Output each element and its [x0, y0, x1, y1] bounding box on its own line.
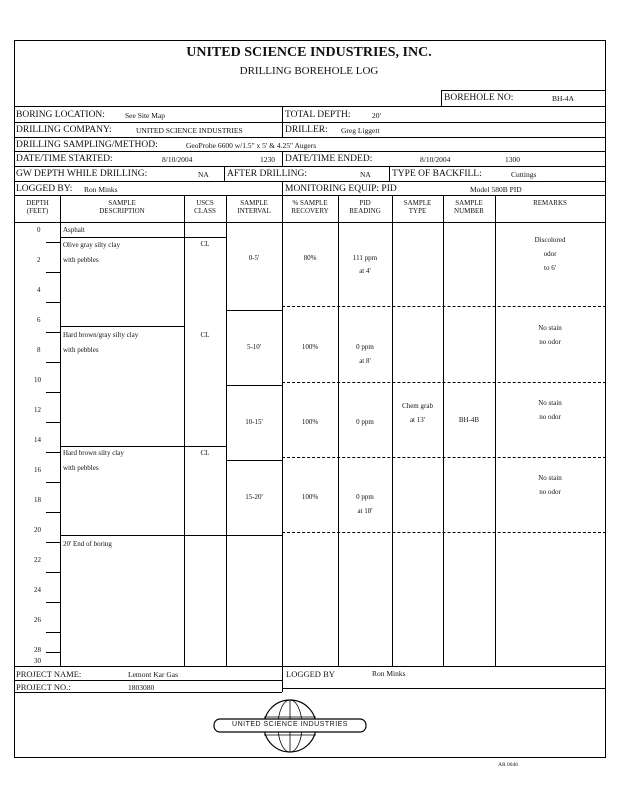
rule	[226, 535, 282, 536]
remarks-line: No stain	[538, 399, 562, 407]
depth-tick: 20	[34, 526, 41, 534]
description-text: with pebbles	[63, 346, 99, 354]
col-description: SAMPLE DESCRIPTION	[99, 199, 145, 215]
col-interval: SAMPLE INTERVAL	[237, 199, 271, 215]
tick-mark	[46, 542, 60, 543]
backfill-label: TYPE OF BACKFILL:	[392, 169, 482, 179]
col-depth: DEPTH (FEET)	[26, 199, 49, 215]
rule	[282, 532, 606, 533]
sample-recovery: 100%	[301, 493, 319, 501]
col-type: SAMPLE TYPE	[403, 199, 432, 215]
form-title: DRILLING BOREHOLE LOG	[239, 65, 379, 77]
uscs-class: CL	[200, 331, 210, 339]
date-ended-label: DATE/TIME ENDED:	[285, 154, 373, 164]
rule	[14, 106, 606, 107]
rule	[184, 237, 226, 238]
project-name-label: PROJECT NAME:	[16, 669, 82, 679]
description-text: with pebbles	[63, 256, 99, 264]
remarks-line: Discolored	[534, 236, 566, 244]
rule	[14, 151, 606, 152]
page-mark: AR 0046	[498, 762, 519, 768]
rule	[226, 310, 282, 311]
rule	[282, 688, 606, 689]
remarks-line: no odor	[539, 488, 561, 496]
depth-tick: 12	[34, 406, 41, 414]
tick-mark	[46, 422, 60, 423]
rule	[14, 122, 606, 123]
logo-text: UNITED SCIENCE INDUSTRIES	[232, 721, 348, 728]
sampling-method-label: DRILLING SAMPLING/METHOD:	[16, 140, 158, 150]
tick-mark	[46, 482, 60, 483]
remarks-line: No stain	[538, 474, 562, 482]
tick-mark	[46, 602, 60, 603]
total-depth-value: 20'	[372, 111, 381, 120]
boring-location-label: BORING LOCATION:	[16, 110, 105, 120]
depth-tick: 10	[34, 376, 41, 384]
pid-reading: 111 ppm	[352, 254, 378, 262]
rule	[392, 195, 393, 666]
rule	[282, 382, 606, 383]
remarks-line: no odor	[539, 413, 561, 421]
col-remarks: REMARKS	[533, 199, 567, 207]
depth-tick: 18	[34, 496, 41, 504]
drilling-company-label: DRILLING COMPANY:	[16, 125, 112, 135]
time-ended-value: 1300	[505, 155, 520, 164]
monitoring-equip-value: Model 580B PID	[470, 185, 522, 194]
project-no-label: PROJECT NO.:	[16, 682, 71, 692]
pid-reading-depth: at 8'	[359, 357, 371, 365]
boring-location-value: See Site Map	[125, 111, 165, 120]
depth-tick: 22	[34, 556, 41, 564]
rule	[14, 222, 606, 223]
total-depth-label: TOTAL DEPTH:	[285, 110, 351, 120]
date-started-value: 8/10/2004	[162, 155, 193, 164]
rule	[60, 446, 226, 447]
pid-reading-depth: at 18'	[357, 507, 373, 515]
rule	[282, 457, 606, 458]
pid-reading: 0 ppm	[356, 343, 374, 351]
backfill-value: Cuttings	[511, 170, 537, 179]
sample-recovery: 80%	[303, 254, 317, 262]
sample-type-depth: at 13'	[409, 416, 426, 424]
tick-mark	[46, 632, 60, 633]
company-name: UNITED SCIENCE INDUSTRIES, INC.	[186, 45, 432, 60]
pid-reading-depth: at 4'	[359, 267, 371, 275]
rule	[60, 237, 184, 238]
depth-tick: 26	[34, 616, 41, 624]
borehole-value: BH-4A	[552, 94, 575, 103]
rule	[14, 181, 606, 182]
rule	[184, 195, 185, 666]
uscs-class: CL	[200, 449, 210, 457]
remarks-line: to 6'	[544, 264, 556, 272]
depth-tick: 16	[34, 466, 41, 474]
col-recovery: % SAMPLE RECOVERY	[291, 199, 329, 215]
remarks-line: no odor	[539, 338, 561, 346]
tick-mark	[46, 392, 60, 393]
rule	[14, 680, 282, 681]
rule	[14, 692, 282, 693]
rule	[443, 195, 444, 666]
footer-logged-by-label: LOGGED BY	[286, 669, 335, 679]
description-text: with pebbles	[63, 464, 99, 472]
rule	[282, 151, 283, 166]
sample-interval: 0-5'	[248, 254, 260, 262]
depth-tick: 14	[34, 436, 41, 444]
remarks-line: No stain	[538, 324, 562, 332]
rule	[389, 166, 390, 181]
rule	[224, 166, 225, 181]
sample-type: Chem grab	[402, 402, 433, 410]
col-number: SAMPLE NUMBER	[454, 199, 484, 215]
sampling-method-value: GeoProbe 6600 w/1.5" x 5' & 4.25" Augers	[186, 141, 317, 150]
after-drilling-label: AFTER DRILLING:	[227, 169, 307, 179]
depth-tick: 0	[37, 226, 41, 234]
col-pid: PID READING	[349, 199, 381, 215]
col-uscs: USCS CLASS	[194, 199, 216, 215]
tick-mark	[46, 362, 60, 363]
tick-mark	[46, 302, 60, 303]
gw-depth-label: GW DEPTH WHILE DRILLING:	[16, 169, 148, 179]
rule	[14, 137, 606, 138]
logged-by-label: LOGGED BY:	[16, 184, 73, 194]
sample-interval: 10-15'	[245, 418, 263, 426]
tick-mark	[46, 512, 60, 513]
rule	[14, 166, 606, 167]
description-text: Olive gray silty clay	[63, 241, 120, 249]
depth-tick: 24	[34, 586, 41, 594]
depth-tick: 6	[37, 316, 41, 324]
after-drilling-value: NA	[360, 170, 371, 179]
depth-tick: 28	[34, 646, 41, 654]
rule	[282, 666, 283, 692]
rule	[226, 195, 227, 666]
sample-interval: 15-20'	[245, 493, 263, 501]
rule	[14, 666, 606, 667]
sample-number: BH-4B	[458, 416, 480, 424]
tick-mark	[46, 272, 60, 273]
rule	[60, 195, 61, 666]
depth-tick: 2	[37, 256, 41, 264]
rule	[282, 181, 283, 195]
description-text: Hard brown/gray silty clay	[63, 331, 139, 339]
uscs-class: CL	[200, 240, 210, 248]
rule	[282, 195, 283, 666]
borehole-top-line	[441, 90, 606, 91]
rule	[14, 195, 606, 196]
tick-mark	[46, 242, 60, 243]
tick-mark	[46, 652, 60, 653]
tick-mark	[46, 452, 60, 453]
footer-logged-by-value: Ron Minks	[372, 669, 406, 678]
sample-recovery: 100%	[301, 418, 319, 426]
logged-by-value: Ron Minks	[84, 185, 118, 194]
driller-value: Greg Liggett	[341, 126, 380, 135]
depth-tick: 8	[37, 346, 41, 354]
description-text: Hard brown silty clay	[63, 449, 124, 457]
project-no-value: 1803080	[128, 683, 155, 692]
description-text: Asphalt	[63, 226, 85, 234]
project-name-value: Lemont Kar Gas	[128, 670, 178, 679]
sample-interval: 5-10'	[246, 343, 262, 351]
remarks-line: odor	[543, 250, 557, 258]
borehole-left-line	[441, 90, 442, 106]
tick-mark	[46, 572, 60, 573]
depth-tick: 30	[34, 657, 41, 665]
time-started-value: 1230	[260, 155, 275, 164]
borehole-label: BOREHOLE NO:	[444, 93, 514, 103]
date-ended-value: 8/10/2004	[420, 155, 451, 164]
sample-recovery: 100%	[301, 343, 319, 351]
rule	[226, 460, 282, 461]
depth-tick: 4	[37, 286, 41, 294]
driller-label: DRILLER:	[285, 125, 328, 135]
gw-depth-value: NA	[198, 170, 209, 179]
date-started-label: DATE/TIME STARTED:	[16, 154, 113, 164]
rule	[282, 306, 606, 307]
rule	[60, 326, 184, 327]
rule	[338, 195, 339, 666]
rule	[60, 535, 226, 536]
pid-reading: 0 ppm	[356, 493, 374, 501]
drilling-company-value: UNITED SCIENCE INDUSTRIES	[136, 126, 243, 135]
rule	[226, 385, 282, 386]
monitoring-equip-label: MONITORING EQUIP: PID	[285, 184, 397, 194]
tick-mark	[46, 332, 60, 333]
rule	[282, 106, 283, 137]
description-text: 20' End of boring	[63, 540, 112, 548]
pid-reading: 0 ppm	[356, 418, 374, 426]
